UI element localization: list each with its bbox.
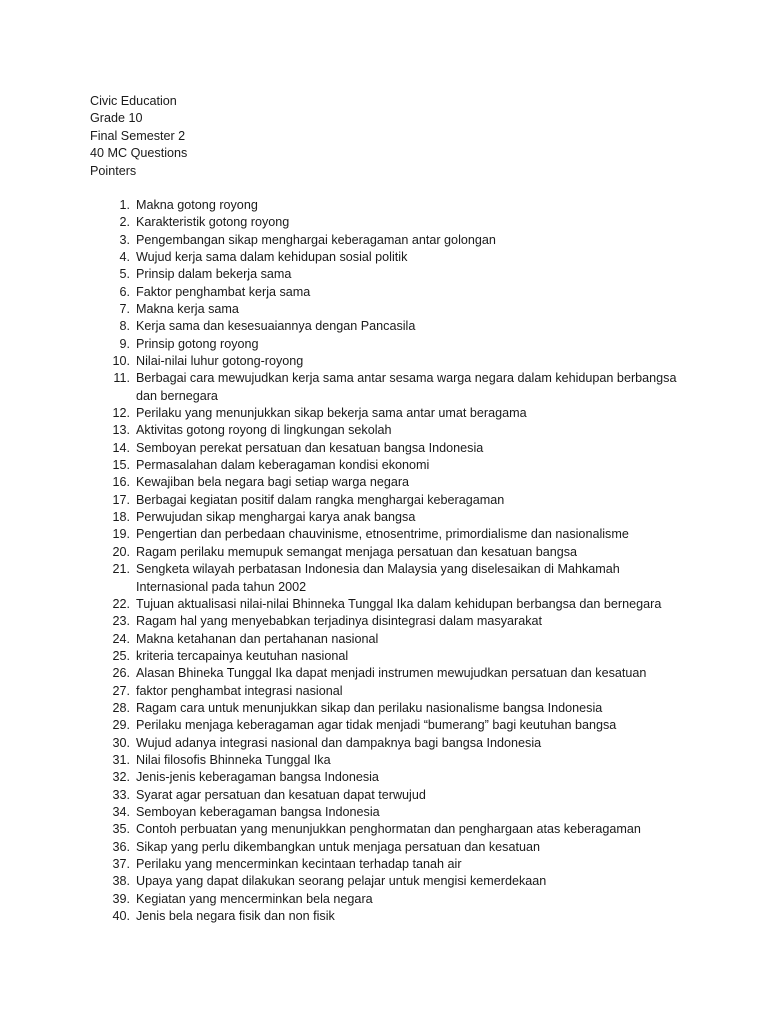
- list-item-text: Makna kerja sama: [136, 302, 239, 317]
- list-item: [90, 197, 690, 214]
- document-header: [90, 93, 690, 180]
- list-item-number: 5.: [119, 267, 130, 282]
- list-item: [90, 249, 690, 266]
- list-item-text: Ragam cara untuk menunjukkan sikap dan perilaku nasionalisme bangsa Indonesia: [136, 700, 603, 715]
- list-item-number: 27.: [112, 683, 130, 698]
- list-item-text: Jenis bela negara fisik dan non fisik: [136, 909, 335, 924]
- list-item: [90, 370, 690, 405]
- list-item: [90, 908, 690, 925]
- list-item-text: Kewajiban bela negara bagi setiap warga negara: [136, 475, 410, 490]
- list-item-text: Prinsip dalam bekerja sama: [136, 267, 292, 282]
- list-item: [90, 891, 690, 908]
- list-item: [90, 526, 690, 543]
- list-item: [90, 700, 690, 717]
- list-item-number: 11.: [113, 371, 130, 386]
- list-item-text: Alasan Bhineka Tunggal Ika dapat menjadi instrumen mewujudkan persatuan dan kesatuan: [136, 666, 647, 681]
- list-item-number: 38.: [112, 874, 130, 889]
- list-item: [90, 544, 690, 561]
- list-item-number: 34.: [112, 804, 130, 819]
- list-item: [90, 214, 690, 231]
- list-item-text: Berbagai kegiatan positif dalam rangka menghargai keberagaman: [136, 492, 505, 507]
- list-item: [90, 683, 690, 700]
- list-item: [90, 422, 690, 439]
- list-item: [90, 735, 690, 752]
- question-count-line: 40 MC Questions: [90, 146, 188, 161]
- list-item-text: kriteria tercapainya keutuhan nasional: [136, 648, 349, 663]
- list-item: [90, 440, 690, 457]
- list-item-text: Ragam hal yang menyebabkan terjadinya disintegrasi dalam masyarakat: [136, 614, 543, 629]
- list-item-number: 30.: [112, 735, 130, 750]
- list-item-text: Prinsip gotong royong: [136, 336, 259, 351]
- list-item: [90, 336, 690, 353]
- list-item: [90, 769, 690, 786]
- list-item-number: 4.: [119, 249, 130, 264]
- list-item-text: Permasalahan dalam keberagaman kondisi ekonomi: [136, 458, 430, 473]
- list-item-number: 2.: [119, 215, 130, 230]
- list-item-text: Semboyan perekat persatuan dan kesatuan bangsa Indonesia: [136, 440, 484, 455]
- document-page: [90, 93, 690, 925]
- list-item-text: Perilaku yang menunjukkan sikap bekerja sama antar umat beragama: [136, 406, 527, 421]
- list-item-text: Tujuan aktualisasi nilai-nilai Bhinneka Tunggal Ika dalam kehidupan berbangsa dan bernegara: [136, 596, 662, 611]
- list-item-number: 1.: [119, 197, 130, 212]
- list-item-text: Nilai filosofis Bhinneka Tunggal Ika: [136, 752, 331, 767]
- list-item-number: 20.: [112, 544, 130, 559]
- list-item: [90, 405, 690, 422]
- list-item-number: 18.: [112, 510, 130, 525]
- list-item-text: Faktor penghambat kerja sama: [136, 284, 311, 299]
- list-item-number: 6.: [119, 284, 130, 299]
- list-item: [90, 856, 690, 873]
- list-item: [90, 232, 690, 249]
- subject-title: Civic Education: [90, 94, 177, 108]
- list-item-text: Perilaku yang mencerminkan kecintaan terhadap tanah air: [136, 857, 462, 872]
- list-item-number: 16.: [112, 475, 130, 490]
- list-item-number: 9.: [119, 336, 130, 351]
- list-item-text: Pengertian dan perbedaan chauvinisme, etnosentrime, primordialisme dan nasionalisme: [136, 527, 629, 542]
- list-item-text: Aktivitas gotong royong di lingkungan sekolah: [136, 423, 392, 438]
- list-item-number: 22.: [112, 596, 130, 611]
- list-item-number: 3.: [119, 232, 130, 247]
- list-item-text: Contoh perbuatan yang menunjukkan penghormatan dan penghargaan atas keberagaman: [136, 822, 641, 837]
- list-item-text: Kegiatan yang mencerminkan bela negara: [136, 891, 373, 906]
- list-item: [90, 717, 690, 734]
- grade-line: Grade 10: [90, 111, 143, 126]
- list-item-text: Kerja sama dan kesesuaiannya dengan Pancasila: [136, 319, 416, 334]
- list-item-number: 33.: [112, 787, 130, 802]
- list-item: [90, 648, 690, 665]
- list-item: [90, 353, 690, 370]
- list-item: [90, 284, 690, 301]
- list-item-text: Karakteristik gotong royong: [136, 215, 290, 230]
- list-item-text: Makna ketahanan dan pertahanan nasional: [136, 631, 379, 646]
- list-item: [90, 266, 690, 283]
- pointer-list: [90, 197, 690, 925]
- list-item: [90, 873, 690, 890]
- list-item-text: Jenis-jenis keberagaman bangsa Indonesia: [136, 770, 379, 785]
- list-item: [90, 561, 690, 596]
- list-item-text: Perilaku menjaga keberagaman agar tidak menjadi “bumerang” bagi keutuhan bangsa: [136, 718, 617, 733]
- list-item-number: 24.: [112, 631, 130, 646]
- list-item-number: 26.: [112, 666, 130, 681]
- list-item-text: Perwujudan sikap menghargai karya anak bangsa: [136, 510, 416, 525]
- list-item-text: Syarat agar persatuan dan kesatuan dapat terwujud: [136, 787, 426, 802]
- list-item-number: 29.: [112, 718, 130, 733]
- list-item-number: 32.: [112, 770, 130, 785]
- list-item-text: Sikap yang perlu dikembangkan untuk menjaga persatuan dan kesatuan: [136, 839, 540, 854]
- list-item-text: Ragam perilaku memupuk semangat menjaga persatuan dan kesatuan bangsa: [136, 544, 578, 559]
- list-item-number: 12.: [112, 406, 130, 421]
- list-item: [90, 596, 690, 613]
- list-item-number: 40.: [112, 909, 130, 924]
- list-item-number: 23.: [112, 614, 130, 629]
- pointers-heading: Pointers: [90, 163, 137, 178]
- list-item-number: 21.: [112, 562, 130, 577]
- list-item-text: faktor penghambat integrasi nasional: [136, 683, 343, 698]
- list-item-number: 7.: [119, 302, 130, 317]
- list-item-text: Semboyan keberagaman bangsa Indonesia: [136, 804, 380, 819]
- list-item-text: Pengembangan sikap menghargai keberagaman antar golongan: [136, 232, 496, 247]
- list-item: [90, 509, 690, 526]
- list-item-number: 39.: [112, 891, 130, 906]
- list-item-text: Berbagai cara mewujudkan kerja sama antar sesama warga negara dalam kehidupan berbangsa dan bernegara: [136, 371, 677, 403]
- list-item: [90, 821, 690, 838]
- list-item-number: 17.: [112, 492, 130, 507]
- list-item-number: 31.: [112, 752, 130, 767]
- list-item: [90, 613, 690, 630]
- list-item: [90, 631, 690, 648]
- list-item-text: Nilai-nilai luhur gotong-royong: [136, 354, 304, 369]
- list-item-number: 13.: [112, 423, 130, 438]
- list-item: [90, 665, 690, 682]
- list-item-number: 28.: [112, 700, 130, 715]
- list-item-number: 15.: [112, 458, 130, 473]
- list-item-text: Wujud kerja sama dalam kehidupan sosial politik: [136, 249, 408, 264]
- list-item-number: 10.: [112, 354, 130, 369]
- list-item: [90, 474, 690, 491]
- list-item: [90, 804, 690, 821]
- list-item-number: 36.: [112, 839, 130, 854]
- list-item: [90, 492, 690, 509]
- list-item-number: 14.: [112, 440, 130, 455]
- list-item: [90, 752, 690, 769]
- list-item: [90, 301, 690, 318]
- semester-line: Final Semester 2: [90, 128, 186, 143]
- list-item: [90, 457, 690, 474]
- list-item-number: 8.: [119, 319, 130, 334]
- list-item: [90, 839, 690, 856]
- list-item-text: Makna gotong royong: [136, 197, 258, 212]
- list-item-number: 35.: [112, 822, 130, 837]
- list-item-text: Wujud adanya integrasi nasional dan dampaknya bagi bangsa Indonesia: [136, 735, 542, 750]
- list-item-number: 37.: [112, 857, 130, 872]
- list-item-number: 19.: [112, 527, 130, 542]
- list-item-text: Upaya yang dapat dilakukan seorang pelajar untuk mengisi kemerdekaan: [136, 874, 547, 889]
- list-item-number: 25.: [112, 648, 130, 663]
- list-item: [90, 787, 690, 804]
- list-item: [90, 318, 690, 335]
- list-item-text: Sengketa wilayah perbatasan Indonesia dan Malaysia yang diselesaikan di Mahkamah Internasional pada tahun 2002: [136, 562, 620, 594]
